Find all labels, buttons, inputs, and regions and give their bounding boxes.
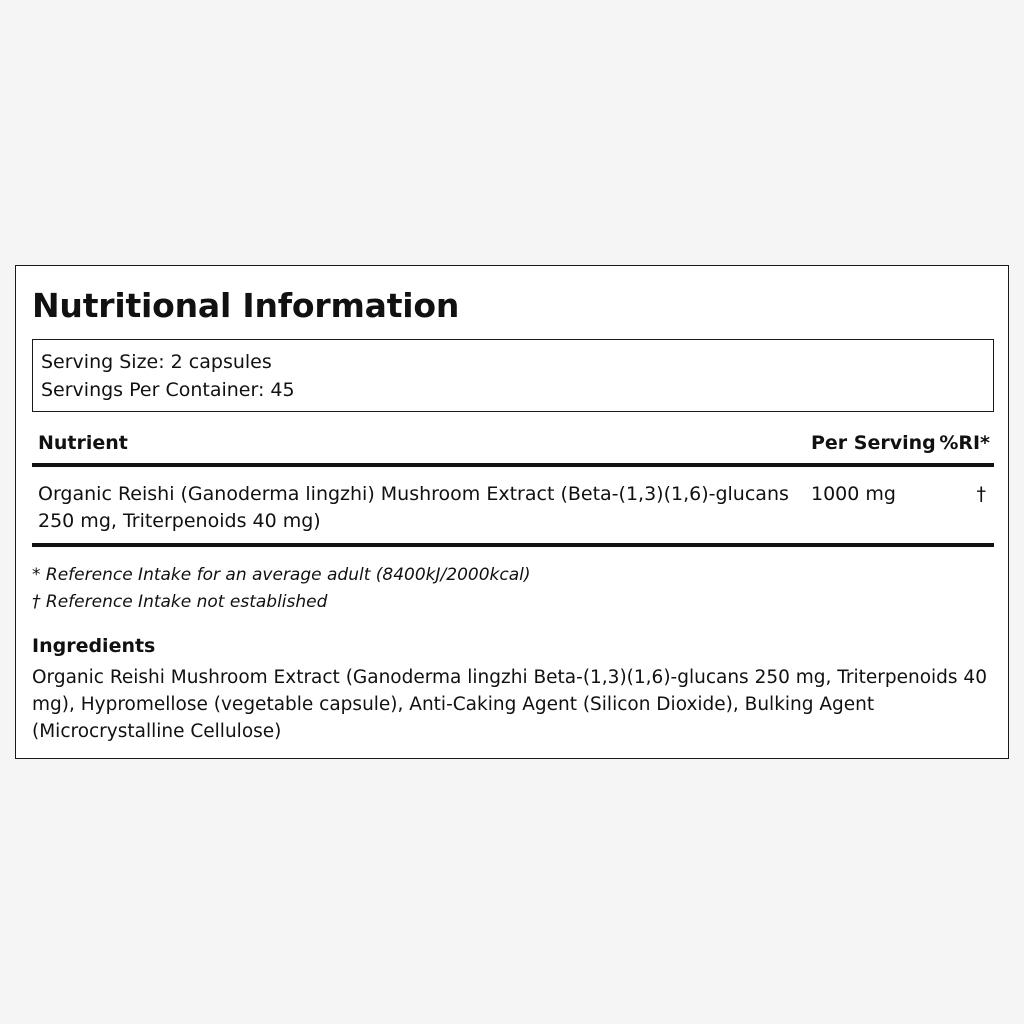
nutrition-panel xyxy=(15,265,1009,759)
table-divider-top xyxy=(32,463,994,467)
row-per-serving: 1000 mg xyxy=(811,483,896,505)
header-nutrient: Nutrient xyxy=(38,432,128,454)
serving-info-box xyxy=(32,339,994,412)
footnotes xyxy=(32,562,531,616)
ingredients-text: Organic Reishi Mushroom Extract (Ganoderma lingzhi Beta-(1,3)(1,6)-glucans 250 mg, Triterpenoids 40 mg), Hypromellose (vegetable capsule), Anti-Caking Agent (Silicon Dioxide), Bulking Agent (Microcrystalline Cellulose) xyxy=(32,667,987,742)
header-ri: %RI* xyxy=(939,432,990,454)
footnote-ri: * Reference Intake for an average adult (8400kJ/2000kcal) xyxy=(32,565,531,585)
row-ri: † xyxy=(976,483,986,505)
nutrient-table-header xyxy=(32,430,994,456)
footnote-not-established: † Reference Intake not established xyxy=(32,592,328,612)
header-per-serving: Per Serving xyxy=(811,432,936,454)
serving-size: Serving Size: 2 capsules xyxy=(41,351,272,373)
table-divider-bottom xyxy=(32,543,994,547)
table-row xyxy=(32,481,994,537)
servings-per-container: Servings Per Container: 45 xyxy=(41,379,295,401)
row-nutrient: Organic Reishi (Ganoderma lingzhi) Mushroom Extract (Beta-(1,3)(1,6)-glucans 250 mg, Triterpenoids 40 mg) xyxy=(38,483,789,532)
ingredients-heading: Ingredients xyxy=(32,635,156,657)
page-title: Nutritional Information xyxy=(32,286,460,325)
